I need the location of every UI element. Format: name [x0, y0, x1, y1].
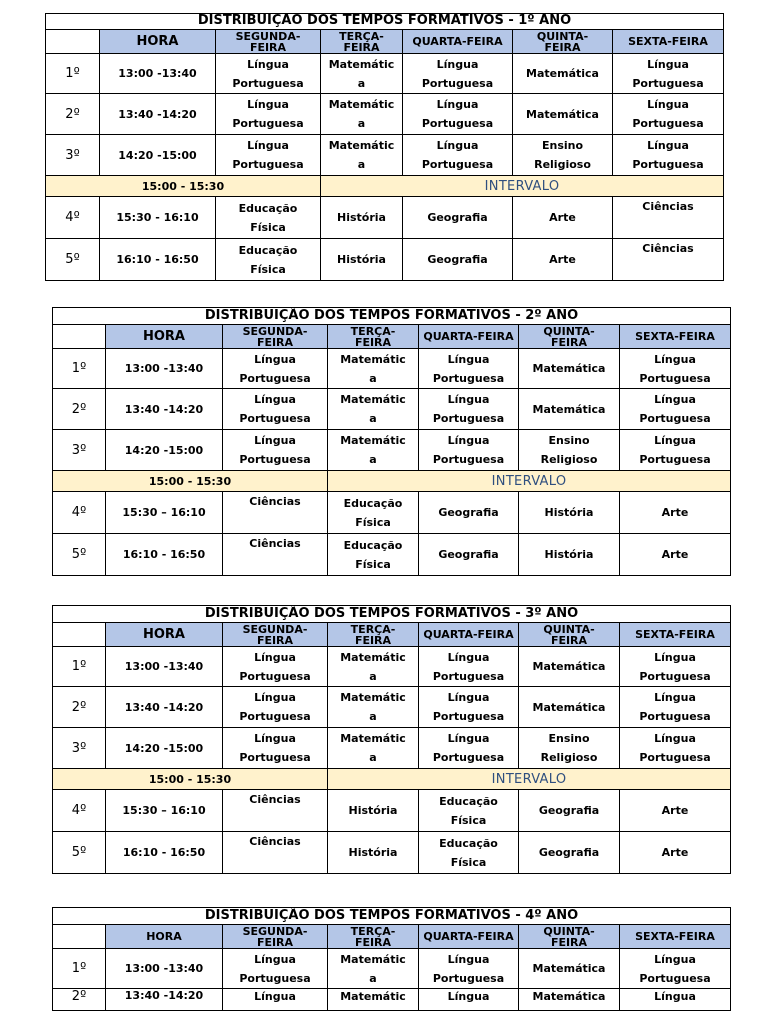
- period-time: 13:00 -13:40: [106, 349, 223, 389]
- header-hora: HORA: [106, 623, 223, 647]
- subject-cell: Matemátic a: [328, 728, 419, 769]
- header-quinta: QUINTA- FEIRA: [513, 30, 613, 54]
- subject-cell: Educação Física: [419, 790, 519, 832]
- interval-label: INTERVALO: [328, 471, 731, 492]
- header-segunda: SEGUNDA- FEIRA: [216, 30, 321, 54]
- header-terca: TERÇA- FEIRA: [321, 30, 403, 54]
- subject-cell: Matemátic a: [328, 430, 419, 471]
- subject-cell: Educação Física: [419, 832, 519, 874]
- table-row: [53, 534, 731, 576]
- header-blank: [53, 325, 106, 349]
- subject-cell: Língua Portuguesa: [419, 349, 519, 389]
- period-number: 5º: [53, 832, 106, 874]
- subject-cell: Arte: [620, 832, 731, 874]
- period-number: 3º: [53, 728, 106, 769]
- subject-cell: Língua Portuguesa: [223, 949, 328, 989]
- subject-cell: Matemátic a: [328, 647, 419, 687]
- table-title: DISTRIBUIÇÃO DOS TEMPOS FORMATIVOS - 1º ANO: [46, 13, 724, 30]
- subject-cell: Matemátic a: [328, 389, 419, 430]
- subject-cell: Língua Portuguesa: [223, 430, 328, 471]
- header-sexta: SEXTA-FEIRA: [620, 623, 731, 647]
- header-row: [53, 623, 731, 647]
- table-row: [53, 949, 731, 989]
- period-time: 15:30 - 16:10: [100, 197, 216, 239]
- period-number: 4º: [46, 197, 100, 239]
- period-time: 16:10 - 16:50: [100, 239, 216, 281]
- header-quinta: QUINTA- FEIRA: [519, 623, 620, 647]
- subject-cell: Língua Portuguesa: [223, 687, 328, 728]
- subject-cell: Língua Portuguesa: [620, 647, 731, 687]
- subject-cell: Língua Portuguesa: [620, 389, 731, 430]
- subject-cell: Arte: [513, 239, 613, 281]
- table-row: [53, 349, 731, 389]
- subject-cell: Língua Portuguesa: [620, 728, 731, 769]
- header-quinta: QUINTA- FEIRA: [519, 925, 620, 949]
- table-title: DISTRIBUIÇÃO DOS TEMPOS FORMATIVOS - 2º ANO: [53, 308, 731, 325]
- period-number: 5º: [53, 534, 106, 576]
- table-row: [53, 728, 731, 769]
- header-hora: HORA: [106, 925, 223, 949]
- subject-cell: Língua Portuguesa: [223, 389, 328, 430]
- subject-cell: Educação Física: [328, 492, 419, 534]
- subject-cell: Língua Portuguesa: [620, 949, 731, 989]
- header-blank: [53, 925, 106, 949]
- table-row: [53, 430, 731, 471]
- interval-row: [53, 471, 731, 492]
- subject-cell: Língua Portuguesa: [613, 94, 724, 135]
- subject-cell: Língua Portuguesa: [223, 728, 328, 769]
- subject-cell: Geografia: [403, 239, 513, 281]
- period-time: 13:00 -13:40: [100, 54, 216, 94]
- table-row: [53, 790, 731, 832]
- subject-cell: Educação Física: [216, 239, 321, 281]
- header-segunda: SEGUNDA- FEIRA: [223, 925, 328, 949]
- header-hora: HORA: [106, 325, 223, 349]
- subject-cell: Língua Portuguesa: [419, 728, 519, 769]
- period-time: 13:00 -13:40: [106, 647, 223, 687]
- header-row: [46, 30, 724, 54]
- subject-cell: Língua Portuguesa: [419, 430, 519, 471]
- table-row: [53, 492, 731, 534]
- subject-cell: Língua: [620, 989, 731, 1011]
- table-row: [53, 389, 731, 430]
- header-terca: TERÇA- FEIRA: [328, 925, 419, 949]
- interval-time: 15:00 - 15:30: [53, 769, 328, 790]
- period-number: 2º: [53, 687, 106, 728]
- subject-cell: Geografia: [403, 197, 513, 239]
- period-number: 1º: [46, 54, 100, 94]
- subject-cell: Geografia: [519, 832, 620, 874]
- subject-cell: Língua Portuguesa: [403, 135, 513, 176]
- period-number: 5º: [46, 239, 100, 281]
- table-row: [46, 94, 724, 135]
- table-row: [46, 239, 724, 281]
- period-time: 13:00 -13:40: [106, 949, 223, 989]
- subject-cell: Língua: [419, 989, 519, 1011]
- subject-cell: Arte: [513, 197, 613, 239]
- subject-cell: Matemática: [519, 349, 620, 389]
- subject-cell: Matemátic a: [321, 135, 403, 176]
- subject-cell: Geografia: [519, 790, 620, 832]
- table-row: [53, 687, 731, 728]
- subject-cell: Ciências: [613, 239, 724, 281]
- subject-cell: Matemática: [519, 687, 620, 728]
- table-row: [46, 197, 724, 239]
- header-segunda: SEGUNDA- FEIRA: [223, 623, 328, 647]
- subject-cell: Matemática: [513, 94, 613, 135]
- period-number: 3º: [46, 135, 100, 176]
- schedule-table-1: [45, 13, 724, 281]
- period-time: 16:10 - 16:50: [106, 832, 223, 874]
- period-time: 13:40 -14:20: [100, 94, 216, 135]
- period-time: 14:20 -15:00: [106, 430, 223, 471]
- header-hora: HORA: [100, 30, 216, 54]
- header-sexta: SEXTA-FEIRA: [620, 325, 731, 349]
- header-quarta: QUARTA-FEIRA: [419, 925, 519, 949]
- subject-cell: Ensino Religioso: [519, 728, 620, 769]
- schedule-table-3: [52, 605, 731, 874]
- subject-cell: História: [328, 832, 419, 874]
- subject-cell: Geografia: [419, 534, 519, 576]
- subject-cell: Língua Portuguesa: [620, 687, 731, 728]
- subject-cell: Ciências: [223, 832, 328, 874]
- table-title: DISTRIBUIÇÃO DOS TEMPOS FORMATIVOS - 4º ANO: [53, 908, 731, 925]
- subject-cell: Ensino Religioso: [513, 135, 613, 176]
- subject-cell: Língua Portuguesa: [613, 135, 724, 176]
- subject-cell: Língua Portuguesa: [419, 949, 519, 989]
- subject-cell: Ciências: [613, 197, 724, 239]
- subject-cell: Língua Portuguesa: [613, 54, 724, 94]
- subject-cell: Matemática: [519, 949, 620, 989]
- subject-cell: Matemátic a: [321, 54, 403, 94]
- subject-cell: História: [519, 534, 620, 576]
- subject-cell: História: [519, 492, 620, 534]
- subject-cell: Língua Portuguesa: [403, 94, 513, 135]
- header-blank: [53, 623, 106, 647]
- subject-cell: História: [321, 197, 403, 239]
- subject-cell: Língua Portuguesa: [216, 54, 321, 94]
- subject-cell: Arte: [620, 790, 731, 832]
- subject-cell: Educação Física: [216, 197, 321, 239]
- subject-cell: Língua Portuguesa: [419, 647, 519, 687]
- subject-cell: Ensino Religioso: [519, 430, 620, 471]
- header-sexta: SEXTA-FEIRA: [620, 925, 731, 949]
- period-number: 4º: [53, 492, 106, 534]
- table-row: [46, 135, 724, 176]
- interval-row: [46, 176, 724, 197]
- interval-row: [53, 769, 731, 790]
- subject-cell: Matemática: [519, 389, 620, 430]
- header-row: [53, 925, 731, 949]
- subject-cell: Matemática: [513, 54, 613, 94]
- period-time: 13:40 -14:20: [106, 687, 223, 728]
- subject-cell: Língua: [223, 989, 328, 1011]
- period-number: 1º: [53, 647, 106, 687]
- period-time: 16:10 - 16:50: [106, 534, 223, 576]
- header-terca: TERÇA- FEIRA: [328, 623, 419, 647]
- period-time: 15:30 – 16:10: [106, 492, 223, 534]
- header-quarta: QUARTA-FEIRA: [419, 325, 519, 349]
- period-time: 13:40 -14:20: [106, 389, 223, 430]
- subject-cell: Matemática: [519, 989, 620, 1011]
- subject-cell: Língua Portuguesa: [216, 135, 321, 176]
- period-number: 1º: [53, 949, 106, 989]
- subject-cell: Geografia: [419, 492, 519, 534]
- schedule-table-4: [52, 907, 731, 1011]
- table-row: [53, 989, 731, 1011]
- interval-label: INTERVALO: [321, 176, 724, 197]
- period-number: 3º: [53, 430, 106, 471]
- table-row: [53, 832, 731, 874]
- subject-cell: Língua Portuguesa: [403, 54, 513, 94]
- subject-cell: Língua Portuguesa: [620, 349, 731, 389]
- header-quarta: QUARTA-FEIRA: [419, 623, 519, 647]
- subject-cell: Língua Portuguesa: [419, 389, 519, 430]
- period-number: 1º: [53, 349, 106, 389]
- subject-cell: Língua Portuguesa: [216, 94, 321, 135]
- interval-time: 15:00 - 15:30: [53, 471, 328, 492]
- subject-cell: Ciências: [223, 492, 328, 534]
- header-quinta: QUINTA- FEIRA: [519, 325, 620, 349]
- subject-cell: Matemática: [519, 647, 620, 687]
- period-time: 15:30 – 16:10: [106, 790, 223, 832]
- period-number: 2º: [53, 389, 106, 430]
- period-time: 13:40 -14:20: [106, 989, 223, 1011]
- header-terca: TERÇA- FEIRA: [328, 325, 419, 349]
- schedule-table-2: [52, 307, 731, 576]
- subject-cell: Matemátic a: [328, 949, 419, 989]
- subject-cell: Língua Portuguesa: [419, 687, 519, 728]
- subject-cell: Matemátic: [328, 989, 419, 1011]
- subject-cell: Arte: [620, 534, 731, 576]
- subject-cell: História: [321, 239, 403, 281]
- period-number: 2º: [53, 989, 106, 1011]
- table-row: [53, 647, 731, 687]
- subject-cell: Língua Portuguesa: [223, 647, 328, 687]
- subject-cell: Ciências: [223, 534, 328, 576]
- period-number: 2º: [46, 94, 100, 135]
- interval-label: INTERVALO: [328, 769, 731, 790]
- subject-cell: História: [328, 790, 419, 832]
- period-time: 14:20 -15:00: [106, 728, 223, 769]
- subject-cell: Educação Física: [328, 534, 419, 576]
- header-sexta: SEXTA-FEIRA: [613, 30, 724, 54]
- subject-cell: Ciências: [223, 790, 328, 832]
- header-quarta: QUARTA-FEIRA: [403, 30, 513, 54]
- subject-cell: Matemátic a: [328, 349, 419, 389]
- header-blank: [46, 30, 100, 54]
- period-number: 4º: [53, 790, 106, 832]
- subject-cell: Matemátic a: [328, 687, 419, 728]
- subject-cell: Matemátic a: [321, 94, 403, 135]
- subject-cell: Língua Portuguesa: [223, 349, 328, 389]
- subject-cell: Arte: [620, 492, 731, 534]
- table-title: DISTRIBUIÇÃO DOS TEMPOS FORMATIVOS - 3º ANO: [53, 606, 731, 623]
- table-row: [46, 54, 724, 94]
- period-time: 14:20 -15:00: [100, 135, 216, 176]
- subject-cell: Língua Portuguesa: [620, 430, 731, 471]
- header-segunda: SEGUNDA- FEIRA: [223, 325, 328, 349]
- interval-time: 15:00 - 15:30: [46, 176, 321, 197]
- header-row: [53, 325, 731, 349]
